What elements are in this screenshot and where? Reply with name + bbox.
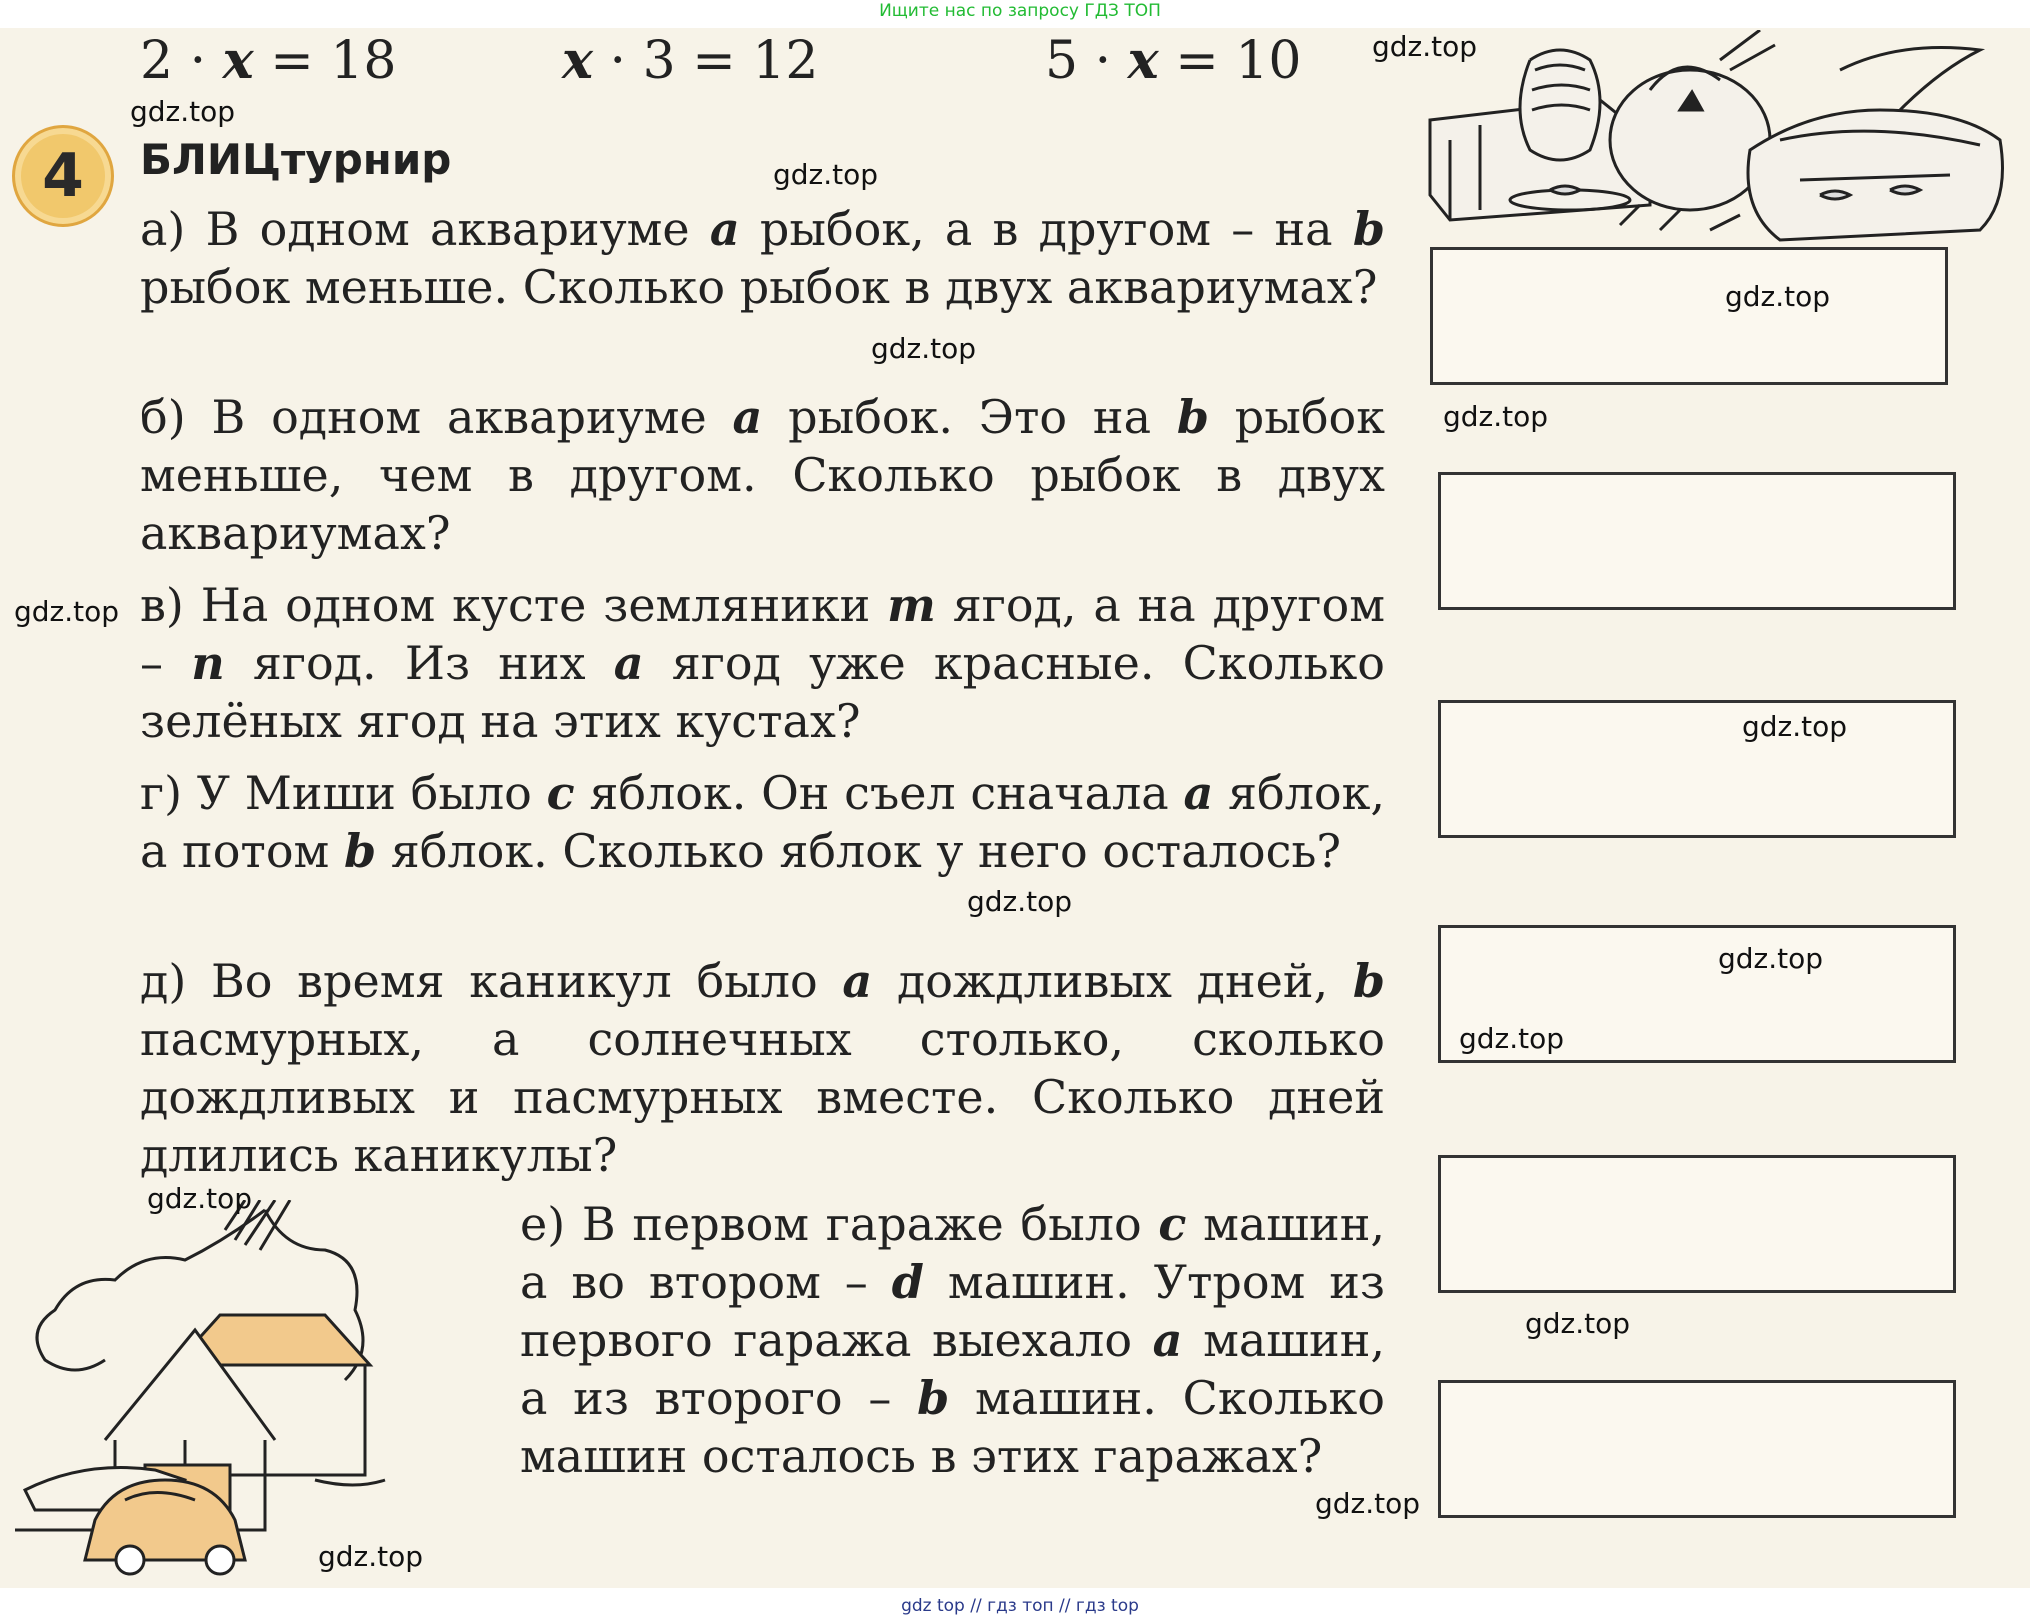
watermark: gdz.top — [1443, 400, 1549, 433]
watermark: gdz.top — [1742, 710, 1848, 743]
answer-box-v[interactable] — [1438, 700, 1956, 838]
equation-3: 5 · x = 10 — [1045, 30, 1302, 91]
watermark: gdz.top — [1525, 1307, 1631, 1340]
task-e: е) В первом гараже было c машин, а во втором – d машин. Утром из первого гаража выехало a машин, а из второго – b машин. Сколько машин осталось в этих гаражах? — [520, 1197, 1385, 1483]
watermark: gdz.top — [773, 158, 879, 191]
answer-box-e[interactable] — [1438, 1380, 1956, 1518]
watermark: gdz.top — [14, 595, 120, 628]
watermark: gdz.top — [1315, 1487, 1421, 1520]
exercise-number-badge — [12, 125, 114, 227]
watermark: gdz.top — [967, 885, 1073, 918]
task-a: а) В одном аквариуме a рыбок, а в другом – на b рыбок меньше. Сколько рыбок в двух аквариумах? — [140, 202, 1385, 314]
watermark: gdz.top — [1459, 1022, 1565, 1055]
answer-box-a[interactable] — [1430, 247, 1948, 385]
task-b: б) В одном аквариуме a рыбок. Это на b рыбок меньше, чем в другом. Сколько рыбок в двух аквариумах? — [140, 390, 1385, 560]
answer-box-d[interactable] — [1438, 1155, 1956, 1293]
exercise-number: 4 — [42, 141, 84, 211]
equation-2: x · 3 = 12 — [562, 30, 819, 91]
bottom-banner[interactable]: gdz top // гдз топ // гдз top — [901, 1596, 1139, 1616]
bird-aquarium-illustration — [1420, 30, 2030, 245]
house-car-illustration — [15, 1200, 485, 1580]
watermark: gdz.top — [1372, 30, 1478, 63]
watermark: gdz.top — [1725, 280, 1831, 313]
watermark: gdz.top — [318, 1540, 424, 1573]
watermark: gdz.top — [1718, 942, 1824, 975]
task-d: д) Во время каникул было a дождливых дней, b пасмурных, а солнечных столько, сколько дождливых и пасмурных вместе. Сколько дней длились каникулы? — [140, 954, 1385, 1182]
answer-box-b[interactable] — [1438, 472, 1956, 610]
watermark: gdz.top — [130, 95, 236, 128]
equation-1: 2 · x = 18 — [140, 30, 397, 91]
task-v: в) На одном кусте земляники m ягод, а на другом – n ягод. Из них a ягод уже красные. Сколько зелёных ягод на этих кустах? — [140, 578, 1385, 748]
task-g: г) У Миши было c яблок. Он съел сначала a яблок, а потом b яблок. Сколько яблок у него осталось? — [140, 766, 1385, 878]
exercise-title: БЛИЦтурнир — [140, 135, 452, 184]
watermark: gdz.top — [147, 1182, 253, 1215]
watermark: gdz.top — [871, 332, 977, 365]
top-banner[interactable]: Ищите нас по запросу ГДЗ ТОП — [879, 1, 1161, 21]
